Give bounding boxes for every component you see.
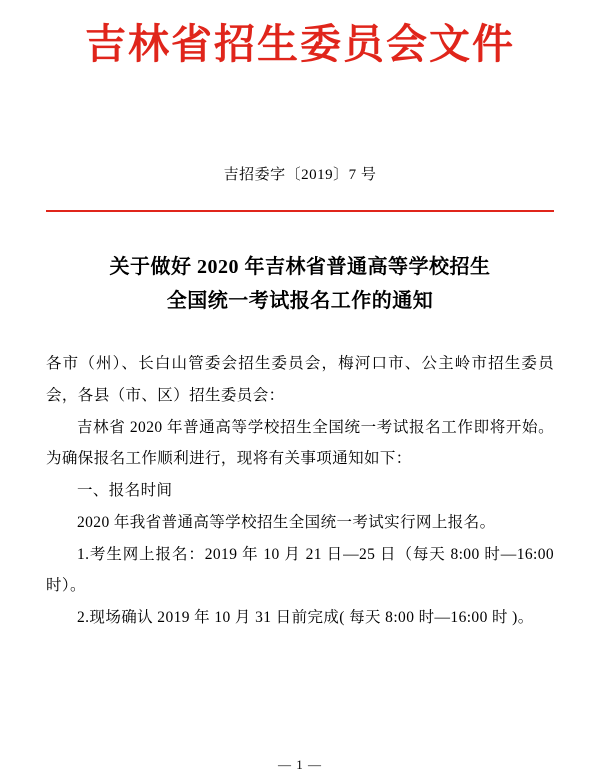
document-title [46, 250, 554, 318]
paragraph-item-2: 2.现场确认 2019 年 10 月 31 日前完成( 每天 8:00 时—16:00 时 )。 [77, 609, 534, 627]
paragraph-item-1: 1.考生网上报名：2019 年 10 月 21 日—25 日（每天 8:00 时—16:00 时）。 [46, 545, 554, 595]
page-number: — 1 — [278, 757, 322, 772]
document-title-line-2: 全国统一考试报名工作的通知 [166, 290, 434, 313]
document-header-title: 吉林省招生委员会文件 [85, 20, 515, 68]
document-number: 吉招委字〔2019〕7 号 [223, 167, 377, 184]
document-title-line-1: 关于做好 2020 年吉林省普通高等学校招生 [109, 256, 491, 279]
paragraph-intro: 吉林省 2020 年普通高等学校招生全国统一考试报名工作即将开始。为确保报名工作顺利进行，现将有关事项通知如下： [46, 418, 554, 468]
paragraph-addressees: 各市（州）、长白山管委会招生委员会，梅河口市、公主岭市招生委员会，各县（市、区）招生委员会： [46, 355, 554, 404]
paragraph-section-heading-1: 一、报名时间 [77, 482, 173, 500]
document-body [46, 348, 554, 634]
red-divider-rule [46, 210, 554, 212]
paragraph-online-registration: 2020 年我省普通高等学校招生全国统一考试实行网上报名。 [77, 513, 496, 531]
